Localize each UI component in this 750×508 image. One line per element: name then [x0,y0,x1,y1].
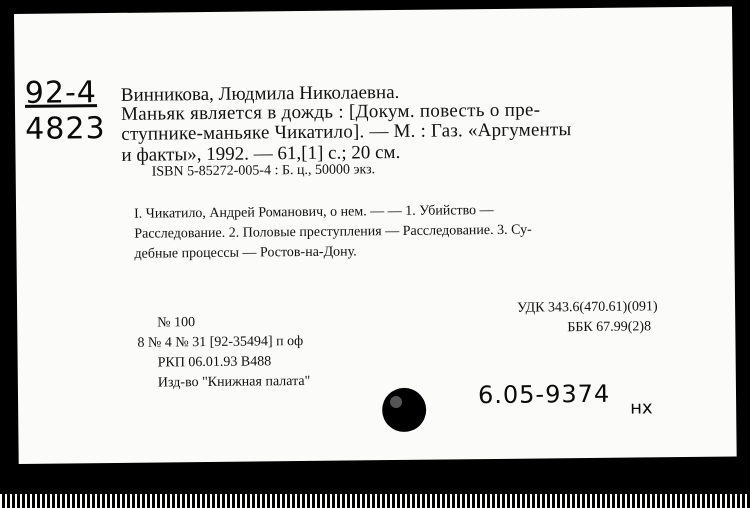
catalog-card [14,6,737,463]
call-number-bottom: 4823 [25,111,106,147]
handwritten-initials: нх [630,397,653,419]
subject-line-3: дебные процессы — Ростов-на-Дону. [134,244,357,262]
card-number: № 100 [157,315,196,331]
imprint-line: и факты», 1992. — 61,[1] с.; 20 см. [121,141,401,166]
punch-hole [382,388,426,432]
bbk-code: ББК 67.99(2)8 [567,319,652,336]
author-heading: Винникова, Людмила Николаевна. [120,81,400,106]
card-edge-stripe [0,494,750,508]
rkp-line: РКП 06.01.93 В488 [157,354,272,371]
subject-line-1: I. Чикатило, Андрей Романович, о нем. — — 1. Убийство — [134,202,494,222]
subject-line-2: Расследование. 2. Половые преступления — Расследование. 3. Су- [134,222,532,242]
call-number-top: 92-4 [24,75,98,111]
isbn-line: ISBN 5-85272-005-4 : Б. ц., 50000 экз. [151,162,376,180]
registration-line: 8 № 4 № 31 [92-35494] п оф [137,333,304,351]
udk-code: УДК 343.6(470.61)(091) [517,299,658,316]
publisher-line: Изд-во "Книжная палата" [157,373,311,391]
title-line-continued: ступнике-маньяке Чикатило]. — М. : Газ. «Аргументы [121,119,572,145]
title-line: Маньяк является в дождь : [Докум. повесть о пре- [120,99,541,125]
handwritten-accession: 6.05-9374 [477,379,611,410]
